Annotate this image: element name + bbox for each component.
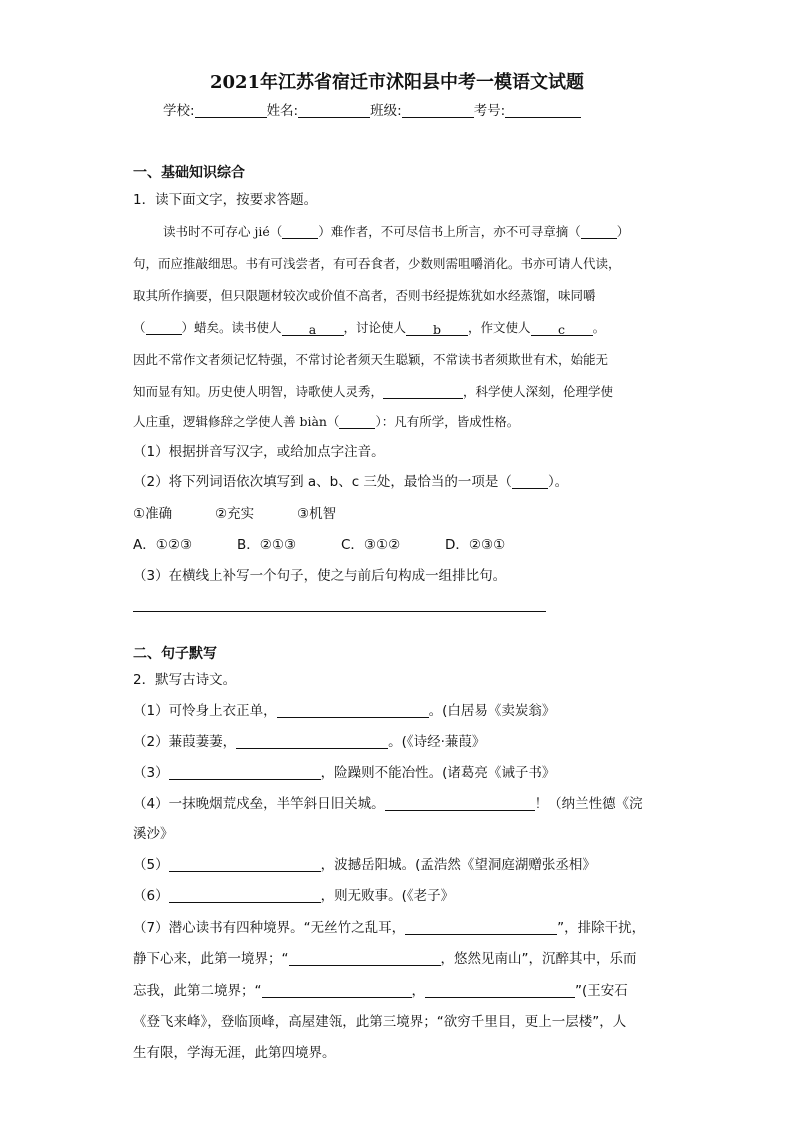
recite-blank-7b[interactable] [289,951,441,966]
blank-zhai[interactable] [581,224,617,239]
recite-item-7-line-1: （7）潜心读书有四种境界。“无丝竹之乱耳， ”，排除干扰， [133,920,646,936]
blank-bian[interactable] [339,414,375,429]
option-a[interactable]: A．①②③ [133,537,193,553]
passage-line-2: 句，而应推敲细思。书有可浅尝者，有可吞食者，少数则需咀嚼消化。书亦可请人代读， [133,256,621,271]
class-label: 班级: [370,103,402,119]
recite-blank-6[interactable] [169,888,321,903]
option-b[interactable]: B．②①③ [237,537,297,553]
recite-item-1: （1）可怜身上衣正单， 。(白居易《卖炭翁》 [133,703,556,719]
passage-line-6: 知而显有知。历史使人明智，诗歌使人灵秀， ，科学使人深刻，伦理学使 [133,384,614,399]
recite-blank-7a[interactable] [405,920,557,935]
school-label: 学校: [163,103,195,119]
blank-jie[interactable] [282,224,318,239]
recite-blank-7c[interactable] [262,983,412,998]
fill-a[interactable]: a [282,320,344,336]
recite-item-6: （6） ，则无败事。(《老子》 [133,888,455,904]
sub-question-3: （3）在横线上补写一个句子，使之与前后句构成一组排比句。 [133,568,507,584]
passage-line-5: 因此不常作文者须记忆特强，不常讨论者须天生聪颖，不常读书者须欺世有术，始能无 [133,352,609,367]
school-field[interactable] [195,103,267,118]
recite-item-2: （2）蒹葭萋萋， 。(《诗经·蒹葭》 [133,734,486,750]
recite-blank-3[interactable] [169,765,321,780]
passage-line-3: 取其所作摘要，但只限题材较次或价值不高者，否则书经提炼犹如水经蒸馏，味同嚼 [133,288,596,303]
passage-line-4: （ ）蜡矣。读书使人 a ，讨论使人 b ，作文使人 c 。 [133,320,606,337]
sub-question-2: （2）将下列词语依次填写到 a、b、c 三处，最恰当的一项是（ ）。 [133,474,569,490]
passage-line-7: 人庄重，逻辑修辞之学使人善 biàn（ ）：凡有所学，皆成性格。 [133,414,520,429]
section1-heading: 一、基础知识综合 [133,165,245,181]
student-info-row [163,101,581,121]
page-title: 2021年江苏省宿迁市沭阳县中考一模语文试题 [209,72,585,93]
recite-item-4-cont: 溪沙》 [133,826,174,842]
q1-stem: 1．读下面文字，按要求答题。 [133,192,318,208]
answer-line-3[interactable] [133,611,546,612]
sub-question-1: （1）根据拼音写汉字，或给加点字注音。 [133,444,385,460]
recite-item-7-line-3: 忘我，此第二境界；“ ， ”(王安石 [133,983,628,999]
recite-item-5: （5） ，波撼岳阳城。(孟浩然《望洞庭湖赠张丞相》 [133,857,596,873]
recite-item-7-line-2: 静下心来，此第一境界；“ ，悠然见南山”，沉醉其中，乐而 [133,951,637,967]
word-1: ①准确 [133,506,173,522]
recite-item-4: （4）一抹晚烟荒戍垒，半竿斜日旧关城。 ！（纳兰性德《浣 [133,796,643,812]
exam-number-label: 考号: [473,103,506,119]
word-list [133,504,336,524]
recite-item-3: （3） ，险躁则不能冶性。(诸葛亮《诫子书》 [133,765,556,781]
name-field[interactable] [298,103,370,118]
recite-item-7-line-5: 生有限，学海无涯，此第四境界。 [133,1045,336,1061]
fill-c[interactable]: c [531,320,593,336]
recite-blank-5[interactable] [169,857,321,872]
exam-number-field[interactable] [505,103,581,118]
name-label: 姓名: [266,103,299,119]
q2-stem: 2．默写古诗文。 [133,672,237,688]
recite-blank-2[interactable] [236,734,388,749]
option-list [133,535,505,555]
recite-blank-1[interactable] [277,703,429,718]
recite-blank-7d[interactable] [425,983,575,998]
class-field[interactable] [402,103,474,118]
option-c[interactable]: C．③①② [341,537,401,553]
fill-b[interactable]: b [406,320,468,336]
option-d[interactable]: D．②③① [445,537,506,553]
word-3: ③机智 [297,506,337,522]
blank-parallel-sentence[interactable] [383,384,463,399]
recite-item-7-line-4: 《登飞来峰》，登临顶峰，高屋建瓴，此第三境界；“欲穷千里目，更上一层楼”，人 [133,1014,627,1030]
passage-line-1: 读书时不可存心 jié（ ）难作者，不可尽信书上所言，亦不可寻章摘（ ） [163,224,630,239]
answer-blank-2[interactable] [512,474,548,489]
blank-jiao[interactable] [146,320,182,335]
word-2: ②充实 [215,506,255,522]
recite-blank-4[interactable] [385,796,535,811]
section2-heading: 二、句子默写 [133,646,217,662]
